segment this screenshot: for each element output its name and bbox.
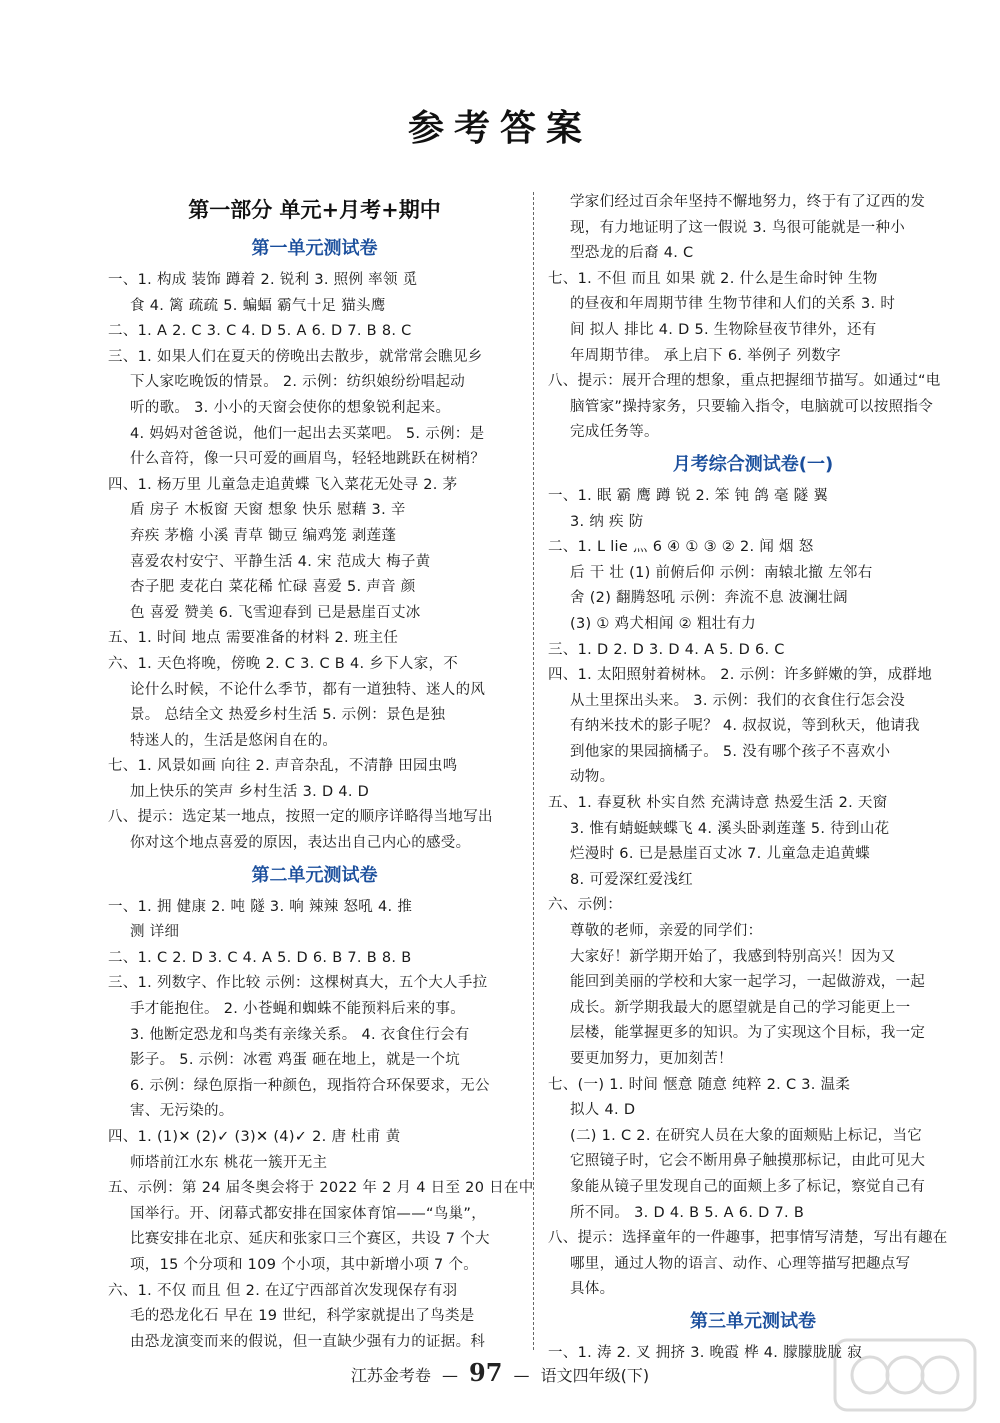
- answer-line: 食 4. 篱 疏疏 5. 蝙蝠 霸气十足 猫头鹰: [130, 297, 386, 314]
- answer-line: 6. 示例：绿色原指一种颜色，现指符合环保要求，无公: [130, 1077, 490, 1094]
- answer-line: 论什么时候，不论什么季节，都有一道独特、迷人的风: [130, 681, 486, 698]
- answer-line: (二) 1. C 2. 在研究人员在大象的面颊贴上标记，当它: [570, 1127, 923, 1144]
- answer-line: 间 拟人 排比 4. D 5. 生物除昼夜节律外，还有: [570, 321, 877, 338]
- page-title: 参考答案: [407, 107, 592, 149]
- answer-line: 弃疾 茅檐 小溪 青草 锄豆 编鸡笼 剥莲蓬: [130, 527, 397, 544]
- answer-line: 四、1. (1)✕ (2)✓ (3)✕ (4)✓ 2. 唐 杜甫 黄: [108, 1129, 401, 1145]
- answer-line: 成长。新学期我最大的愿望就是自己的学习能更上一: [570, 999, 911, 1016]
- section-heading-monthly1: 月考综合测试卷(一): [672, 453, 834, 475]
- watermark-logo-icon: [830, 1335, 980, 1415]
- answer-line: 象能从镜子里发现自己的面颊上多了标记，察觉自己有: [570, 1178, 926, 1195]
- section-body-monthly1: [548, 484, 958, 1303]
- right-column: [548, 190, 958, 1367]
- answer-line: 五、1. 春夏秋 朴实自然 充满诗意 热爱生活 2. 天窗: [548, 795, 888, 812]
- answer-line: 有纳米技术的影子呢？ 4. 叔叔说，等到秋天，他请我: [570, 718, 920, 735]
- answer-line: 五、1. 时间 地点 需要准备的材料 2. 班主任: [108, 630, 399, 647]
- answer-line: 盾 房子 木板窗 天窗 想象 快乐 慰藉 3. 辛: [130, 502, 406, 519]
- answer-line: 项，15 个分项和 109 个小项，其中新增小项 7 个。: [130, 1256, 479, 1273]
- part-heading: 第一部分 单元+月考+期中: [188, 197, 441, 222]
- answer-line: 七、1. 不但 而且 如果 就 2. 什么是生命时钟 生物: [548, 270, 878, 287]
- answer-line: 师塔前江水东 桃花一簇开无主: [130, 1154, 328, 1171]
- answer-line: 害、无污染的。: [130, 1103, 234, 1120]
- answer-line: 三、1. D 2. D 3. D 4. A 5. D 6. C: [548, 641, 785, 658]
- answer-line: 哪里，通过人物的语言、动作、心理等描写把趣点写: [570, 1255, 911, 1272]
- answer-line: 听的歌。 3. 小小的天窗会使你的想象锐利起来。: [130, 399, 451, 416]
- answer-line: 大家好！新学期开始了，我感到特别高兴！因为又: [570, 948, 896, 965]
- answer-line: 影子。 5. 示例：冰雹 鸡蛋 砸在地上，就是一个坑: [130, 1052, 461, 1069]
- section-heading-unit1: 第一单元测试卷: [251, 238, 378, 259]
- answer-line: 一、1. 涛 2. 叉 拥挤 3. 晚霞 桦 4. 朦朦胧胧 寂: [548, 1344, 863, 1361]
- answer-line: 层楼，能掌握更多的知识。为了实现这个目标，我一定: [570, 1025, 926, 1042]
- footer-book-title: 江苏金考卷: [350, 1366, 431, 1385]
- answer-line: 要更加努力，更加刻苦！: [570, 1051, 733, 1067]
- answer-line: 什么音符，像一只可爱的画眉鸟，轻轻地跳跃在树梢？: [130, 451, 486, 468]
- answer-line: 手才能抱住。 2. 小苍蝇和蜘蛛不能预料后来的事。: [130, 1001, 466, 1018]
- footer-subject: 语文四年级(下): [540, 1366, 650, 1385]
- answer-line: 二、1. L lie 灬 6 ④ ① ③ ② 2. 闻 烟 怒: [548, 539, 814, 556]
- section-body-unit2: [108, 895, 534, 1356]
- answer-line: 3. 惟有蜻蜓蛱蝶飞 4. 溪头卧剥莲蓬 5. 待到山花: [570, 820, 890, 837]
- answer-line: 八、提示：选定某一地点，按照一定的顺序详略得当地写出: [108, 809, 493, 826]
- answer-line: 现，有力地证明了这一假说 3. 鸟很可能就是一种小: [570, 219, 906, 236]
- answer-line: 六、1. 不仅 而且 但 2. 在辽宁西部首次发现保存有羽: [108, 1282, 458, 1299]
- page-footer: 江苏金考卷 — 97 — 语文四年级(下): [350, 1358, 650, 1387]
- answer-line: 六、1. 天色将晚，傍晚 2. C 3. C B 4. 乡下人家，不: [108, 655, 459, 672]
- answer-line: 二、1. A 2. C 3. C 4. D 5. A 6. D 7. B 8. C: [108, 323, 412, 340]
- page-number: 97: [469, 1358, 503, 1387]
- answer-line: 到他家的果园摘橘子。 5. 没有哪个孩子不喜欢小: [570, 743, 891, 760]
- answer-line: 三、1. 如果人们在夏天的傍晚出去散步，就常常会瞧见乡: [108, 348, 483, 365]
- answer-line: 六、示例：: [548, 897, 622, 914]
- answer-line: 8. 可爱深红爱浅红: [570, 871, 693, 888]
- answer-line: 它照镜子时，它会不断用鼻子触摸那标记，由此可见大: [570, 1153, 926, 1170]
- answer-line: 尊敬的老师，亲爱的同学们：: [570, 923, 763, 940]
- answer-line: 五、示例：第 24 届冬奥会将于 2022 年 2 月 4 日至 20 日在中: [108, 1180, 534, 1197]
- answer-line: 动物。: [570, 769, 615, 786]
- answer-line: 色 喜爱 赞美 6. 飞雪迎春到 已是悬崖百丈冰: [130, 604, 421, 621]
- answer-line: (3) ① 鸡犬相闻 ② 粗壮有力: [570, 615, 757, 632]
- answer-line: 下人家吃晚饭的情景。 2. 示例：纺织娘纷纷唱起动: [130, 374, 466, 391]
- section-body-unit1: [108, 268, 521, 857]
- answer-line: 脑管家”操持家务，只要输入指令，电脑就可以按照指令: [570, 398, 934, 415]
- answer-line: 杏子肥 麦花白 菜花稀 忙碌 喜爱 5. 声音 颜: [130, 579, 416, 596]
- answer-line: 型恐龙的后裔 4. C: [570, 245, 694, 262]
- answer-line: 国举行。开、闭幕式都安排在国家体育馆——“鸟巢”，: [130, 1205, 487, 1222]
- answer-line: 加上快乐的笑声 乡村生活 3. D 4. D: [130, 783, 370, 800]
- answer-line: 八、提示：选择童年的一件趣事，把事情写清楚，写出有趣在: [548, 1230, 948, 1247]
- answer-line: 二、1. C 2. D 3. C 4. A 5. D 6. B 7. B 8. B: [108, 949, 412, 966]
- section-heading-unit2: 第二单元测试卷: [251, 864, 378, 886]
- answer-line: 能回到美丽的学校和大家一起学习，一起做游戏，一起: [570, 974, 926, 991]
- answer-line: 具体。: [570, 1281, 615, 1298]
- answer-line: 所不同。 3. D 4. B 5. A 6. D 7. B: [570, 1204, 805, 1221]
- answer-line: 景。 总结全文 热爱乡村生活 5. 示例：景色是独: [130, 707, 446, 724]
- answer-line: 3. 纳 疾 防: [570, 513, 644, 530]
- answer-line: 拟人 4. D: [570, 1102, 636, 1119]
- answer-line: 的昼夜和年周期节律 生物节律和人们的关系 3. 时: [570, 296, 896, 313]
- answer-line: 比赛安排在北京、延庆和张家口三个赛区，共设 7 个大: [130, 1231, 490, 1248]
- answer-line: 年周期节律。 承上启下 6. 举例子 列数字: [570, 347, 841, 364]
- answer-line: 一、1. 构成 装饰 蹲着 2. 锐利 3. 照例 率领 觅: [108, 272, 418, 288]
- answer-line: 四、1. 太阳照射着树林。 2. 示例：许多鲜嫩的笋，成群地: [548, 667, 932, 684]
- answer-line: 三、1. 列数字、作比较 示例：这棵树真大，五个大人手拉: [108, 975, 488, 992]
- answer-line: 八、提示：展开合理的想象，重点把握细节描写。如通过“电: [548, 373, 941, 390]
- answer-line: 后 干 壮 (1) 前俯后仰 示例：南辕北撤 左邻右: [570, 564, 873, 581]
- answer-line: 由恐龙演变而来的假说，但一直缺少强有力的证据。科: [130, 1333, 486, 1350]
- answer-line: 毛的恐龙化石 早在 19 世纪，科学家就提出了鸟类是: [130, 1308, 475, 1325]
- answer-line: 七、(一) 1. 时间 惬意 随意 纯粹 2. C 3. 温柔: [548, 1076, 851, 1093]
- answer-line: 特迷人的，生活是悠闲自在的。: [130, 732, 338, 749]
- answer-line: 从土里探出头来。 3. 示例：我们的衣食住行怎会没: [570, 692, 906, 709]
- answer-line: 喜爱农村安宁、平静生活 4. 宋 范成大 梅子黄: [130, 553, 431, 570]
- answer-line: 3. 他断定恐龙和鸟类有亲缘关系。 4. 衣食住行会有: [130, 1026, 470, 1043]
- answer-line: 你对这个地点喜爱的原因，表达出自己内心的感受。: [130, 835, 471, 852]
- answer-line: 测 详细: [130, 924, 180, 941]
- column-divider: [533, 192, 534, 1350]
- answer-line: 4. 妈妈对爸爸说，他们一起出去买菜吧。 5. 示例：是: [130, 425, 485, 442]
- answer-line: 一、1. 眠 霸 鹰 蹲 锐 2. 笨 钝 鸽 毫 隧 翼: [548, 487, 829, 504]
- answer-line: 四、1. 杨万里 儿童急走追黄蝶 飞入菜花无处寻 2. 茅: [108, 476, 458, 493]
- section-body-continued: [548, 190, 958, 446]
- left-column: [108, 190, 534, 1355]
- answer-line: 学家们经过百余年坚持不懈地努力，终于有了辽西的发: [570, 194, 926, 210]
- answer-line: 七、1. 风景如画 向往 2. 声音杂乱，不清静 田园虫鸣: [108, 758, 458, 775]
- answer-line: 舍 (2) 翻腾怒吼 示例：奔流不息 波澜壮阔: [570, 590, 848, 607]
- answer-line: 烂漫时 6. 已是悬崖百丈冰 7. 儿童急走追黄蝶: [570, 846, 871, 863]
- answer-line: 一、1. 拥 健康 2. 吨 隧 3. 响 辣辣 怒吼 4. 推: [108, 898, 413, 915]
- section-heading-unit3: 第三单元测试卷: [690, 1310, 816, 1332]
- answer-line: 完成任务等。: [570, 424, 659, 441]
